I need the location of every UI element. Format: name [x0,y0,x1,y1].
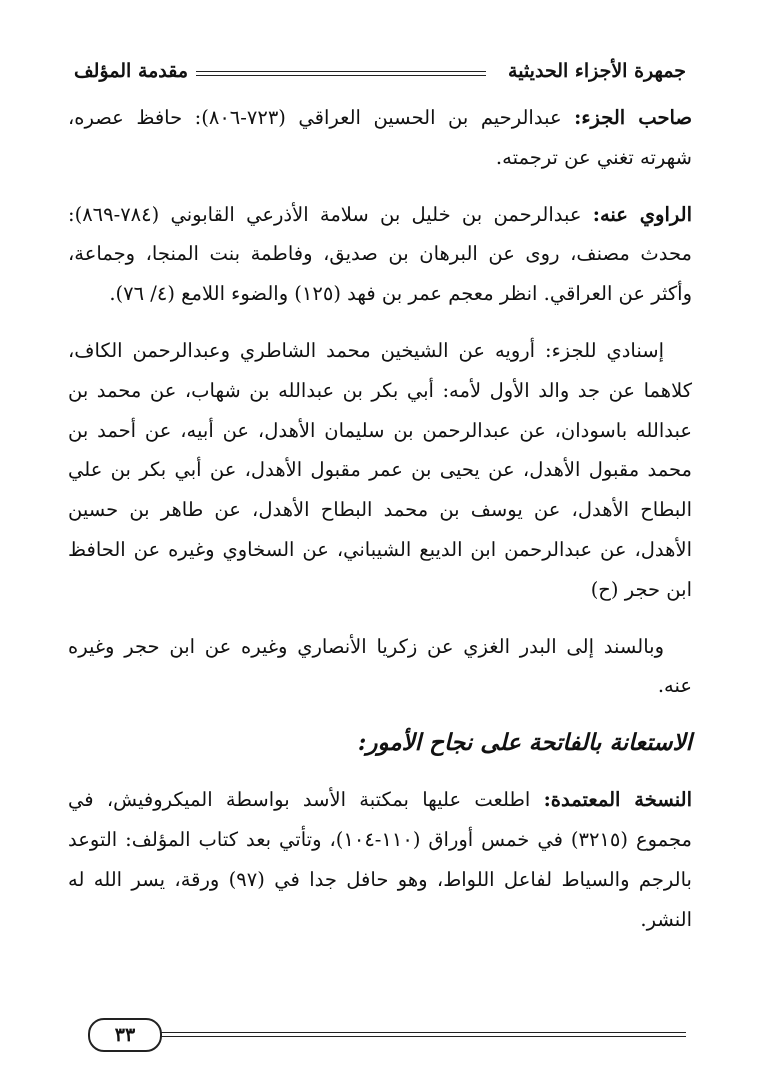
page-header [74,54,686,94]
header-rule [196,71,486,76]
narrator-entry [68,195,692,314]
manuscript-label: النسخة المعتمدة: [543,788,692,812]
book-title: جمهرة الأجزاء الحديثية [508,60,686,82]
manuscript-text: اطلعت عليها بمكتبة الأسد بواسطة الميكروفيش، في مجموع (٣٢١٥) في خمس أوراق (١١٠-١٠٤)، وتأتي بعد كتاب المؤلف: التوعد بالرجم والسياط لفاعل اللواط، وهو حافل جدا في (٩٧) ورقة، يسر الله له النشر. [68,788,692,931]
section-heading: الاستعانة بالفاتحة على نجاح الأمور: [357,729,692,757]
footer-rule [156,1032,686,1037]
author-text: عبدالرحيم بن الحسين العراقي (٧٢٣-٨٠٦): حافظ عصره، شهرته تغني عن ترجمته. [68,106,692,169]
author-entry [68,98,692,178]
manuscript-entry [68,780,692,939]
narrator-text: عبدالرحمن بن خليل بن سلامة الأذرعي القابوني (٧٨٤-٨٦٩): محدث مصنف، روى عن البرهان بن صديق، وفاطمة بنت المنجا، وجماعة، وأكثر عن العراقي. انظر معجم عمر بن فهد (١٢٥) والضوء اللامع (٤/ ٧٦). [68,202,692,306]
page-number: ٣٣ [88,1018,162,1052]
section-title: مقدمة المؤلف [74,60,189,82]
author-label: صاحب الجزء: [574,106,693,129]
chain-paragraph: وبالسند إلى البدر الغزي عن زكريا الأنصاري وغيره عن ابن حجر وغيره عنه. [68,634,692,698]
narrator-label: الراوي عنه: [592,202,692,226]
page-body [68,98,692,939]
isnad-paragraph: إسنادي للجزء: أرويه عن الشيخين محمد الشاطري وعبدالرحمن الكاف، كلاهما عن جد والد الأول لأمه: أبي بكر بن عبدالله بن شهاب، عن محمد بن عبدالله باسودان، عن عبدالرحمن بن سليمان الأهدل، عن أبيه، عن أحمد بن محمد مقبول الأهدل، عن يحيى بن عمر مقبول الأهدل، عن أبي بكر بن علي البطاح الأهدل، عن يوسف بن محمد البطاح الأهدل، عن طاهر بن حسين الأهدل، عن عبدالرحمن ابن الديبع الشيباني، عن السخاوي وغيره عن الحافظ ابن حجر (ح) [68,338,692,601]
page-footer [66,1018,686,1054]
